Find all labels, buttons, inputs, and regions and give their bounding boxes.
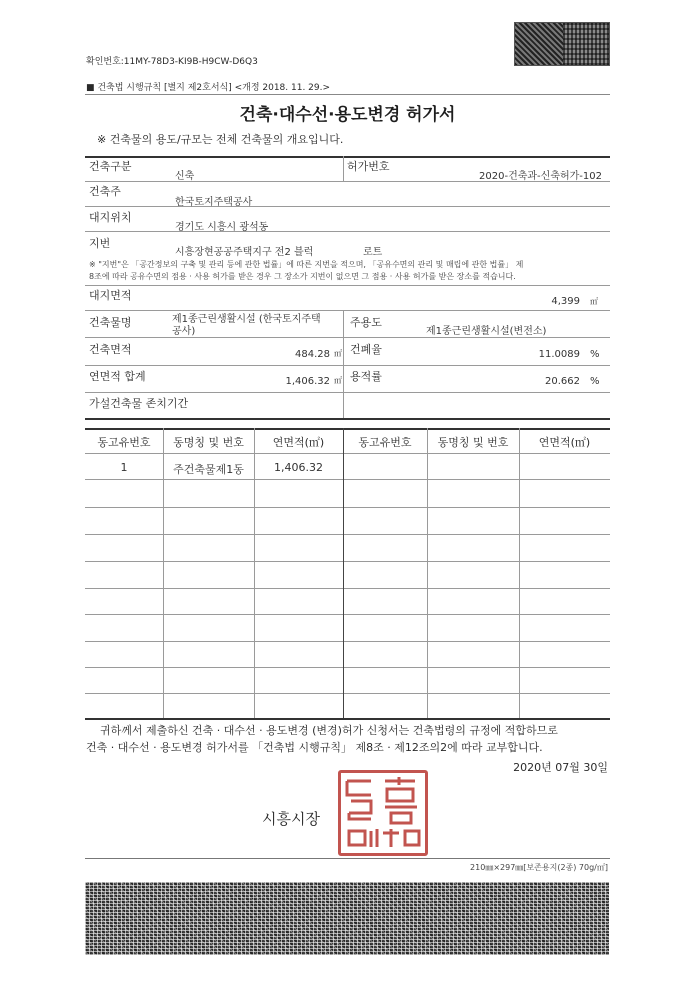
col-header-area-left: 연면적(㎡) — [272, 436, 325, 449]
official-seal — [338, 770, 428, 856]
total-floor-area-label: 연면적 합계 — [89, 370, 146, 383]
floor-area-ratio-value: 20.662 — [545, 376, 580, 387]
document-title: 건축·대수선·용도변경 허가서 — [239, 105, 456, 125]
issue-date: 2020년 07월 30일 — [513, 761, 608, 774]
land-area-label: 대지면적 — [89, 289, 132, 302]
site-location-value: 경기도 시흥시 광석동 — [175, 222, 269, 233]
lot-number-label: 지번 — [89, 237, 111, 250]
owner-value: 한국토지주택공사 — [175, 197, 253, 208]
col-header-name-right: 동명칭 및 번호 — [437, 436, 509, 449]
total-floor-area-value: 1,406.32 — [285, 376, 330, 387]
paper-spec: 210㎜×297㎜[보존용지(2종) 70g/㎡] — [470, 863, 608, 872]
building-name-label: 건축물명 — [89, 316, 132, 329]
main-use-label: 주용도 — [350, 316, 382, 329]
lot-number-value: 시흥장현공공주택지구 전2 블럭 — [175, 247, 314, 258]
col-header-unique-no-left: 동고유번호 — [97, 436, 151, 449]
kind-label: 건축구분 — [89, 160, 132, 173]
col-header-unique-no-right: 동고유번호 — [358, 436, 412, 449]
row-building-name: 주건축물제1동 — [173, 463, 244, 476]
lot-note-line-2: 8조에 따라 공유수면의 점용 · 사용 허가를 받은 경우 그 장소가 지번이 없으면 그 점용 · 사용 허가를 받은 장소를 적습니다. — [89, 272, 516, 281]
floor-area-ratio-label: 용적률 — [350, 370, 382, 383]
temporary-building-period-label: 가설건축물 존치기간 — [89, 397, 189, 410]
land-area-value: 4,399 — [551, 296, 580, 307]
owner-label: 건축주 — [89, 185, 121, 198]
permit-number-label: 허가번호 — [347, 160, 390, 173]
qr-code — [514, 22, 610, 66]
building-area-value: 484.28 — [295, 349, 330, 360]
kind-value: 신축 — [175, 171, 195, 182]
row-unique-no: 1 — [120, 461, 128, 474]
site-location-label: 대지위치 — [89, 211, 132, 224]
building-name-value-line-2: 공사) — [172, 326, 196, 337]
security-pattern — [85, 882, 609, 955]
issuer-name: 시흥시장 — [262, 810, 320, 828]
col-header-area-right: 연면적(㎡) — [538, 436, 591, 449]
permit-number-value: 2020-건축과-신축허가-102 — [479, 171, 602, 182]
lot-note-line-1: ※ "지번"은 「공간정보의 구축 및 관리 등에 관한 법률」에 따른 지번을 적으며, 「공유수면의 관리 및 매립에 관한 법률」 제 — [89, 260, 524, 269]
floor-area-ratio-unit: % — [590, 376, 600, 387]
total-floor-area-unit: ㎡ — [334, 376, 342, 385]
land-area-unit: ㎡ — [590, 297, 598, 306]
building-area-unit: ㎡ — [334, 349, 342, 358]
coverage-ratio-label: 건폐율 — [350, 343, 382, 356]
row-floor-area: 1,406.32 — [274, 461, 323, 474]
notice-text: ※ 건축물의 용도/규모는 전체 건축물의 개요입니다. — [97, 133, 344, 146]
building-area-label: 건축면적 — [89, 343, 132, 356]
coverage-ratio-value: 11.0089 — [538, 349, 580, 360]
building-name-value-line-1: 제1종근린생활시설 (한국토지주택 — [172, 314, 321, 325]
main-use-value: 제1종근린생활시설(변전소) — [426, 326, 547, 337]
col-header-name-left: 동명칭 및 번호 — [173, 436, 244, 449]
issuance-statement-line-2: 건축 · 대수선 · 용도변경 허가서를 「건축법 시행규칙」 제8조 · 제12조의2에 따라 교부합니다. — [86, 741, 543, 754]
confirm-number: 확인번호:11MY-78D3-KI9B-H9CW-D6Q3 — [86, 57, 258, 67]
lot-suffix: 로트 — [363, 247, 383, 258]
coverage-ratio-unit: % — [590, 349, 600, 360]
form-reference: ■ 건축법 시행규칙 [별지 제2호서식] <개정 2018. 11. 29.> — [86, 83, 331, 93]
issuance-statement-line-1: 귀하께서 제출하신 건축 · 대수선 · 용도변경 (변경)허가 신청서는 건축법령의 규정에 적합하므로 — [100, 724, 558, 737]
